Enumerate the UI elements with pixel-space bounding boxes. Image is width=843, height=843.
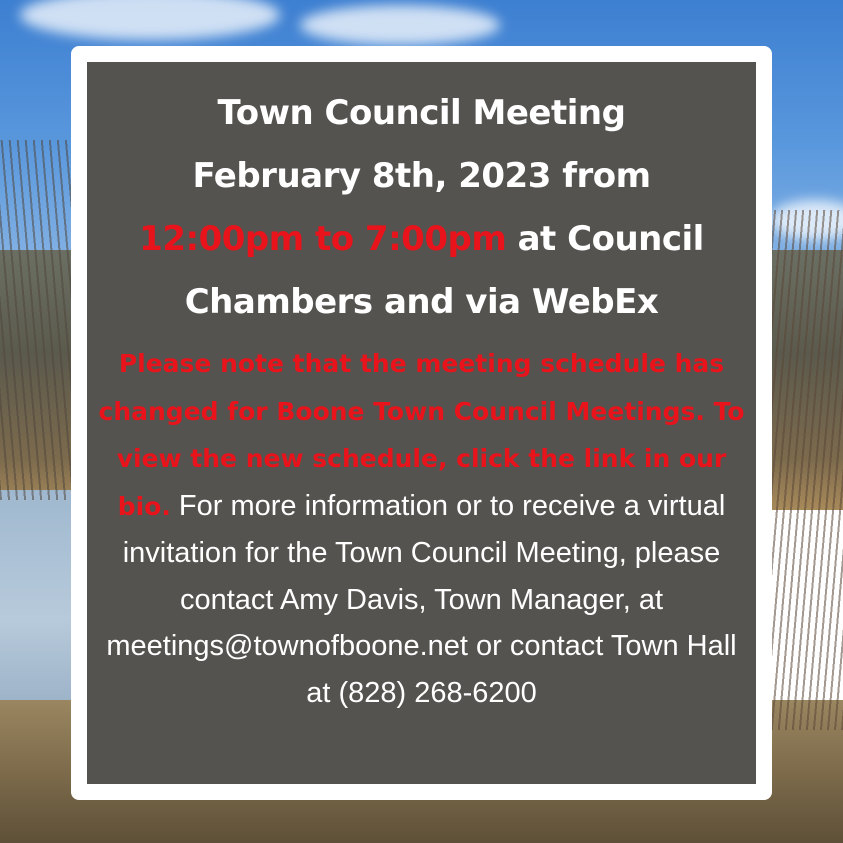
contact-info: For more information or to receive a virtual invitation for the Town Council Meeting, please contact Amy Davis, Town Manager, at meetings@townofboone.net or contact Town Hall at (828) 268-6200 (106, 489, 737, 709)
headline-date: February 8th, 2023 from (192, 156, 651, 196)
cloud (300, 5, 500, 45)
schedule-change-notice: Please note that the meeting schedule has changed for Boone Town Council Meetings. To view the new schedule, click the link in our bio. (98, 349, 745, 521)
headline-location-part2: Chambers and via WebEx (184, 282, 659, 322)
notice-paragraph (87, 340, 756, 716)
headline-time-range: 12:00pm to 7:00pm (139, 219, 507, 259)
announcement-card (87, 62, 756, 784)
headline-title: Town Council Meeting (217, 93, 626, 133)
headline-location-part1: at Council (506, 219, 704, 259)
bare-trees-left (0, 140, 80, 500)
meeting-headline (87, 82, 756, 334)
